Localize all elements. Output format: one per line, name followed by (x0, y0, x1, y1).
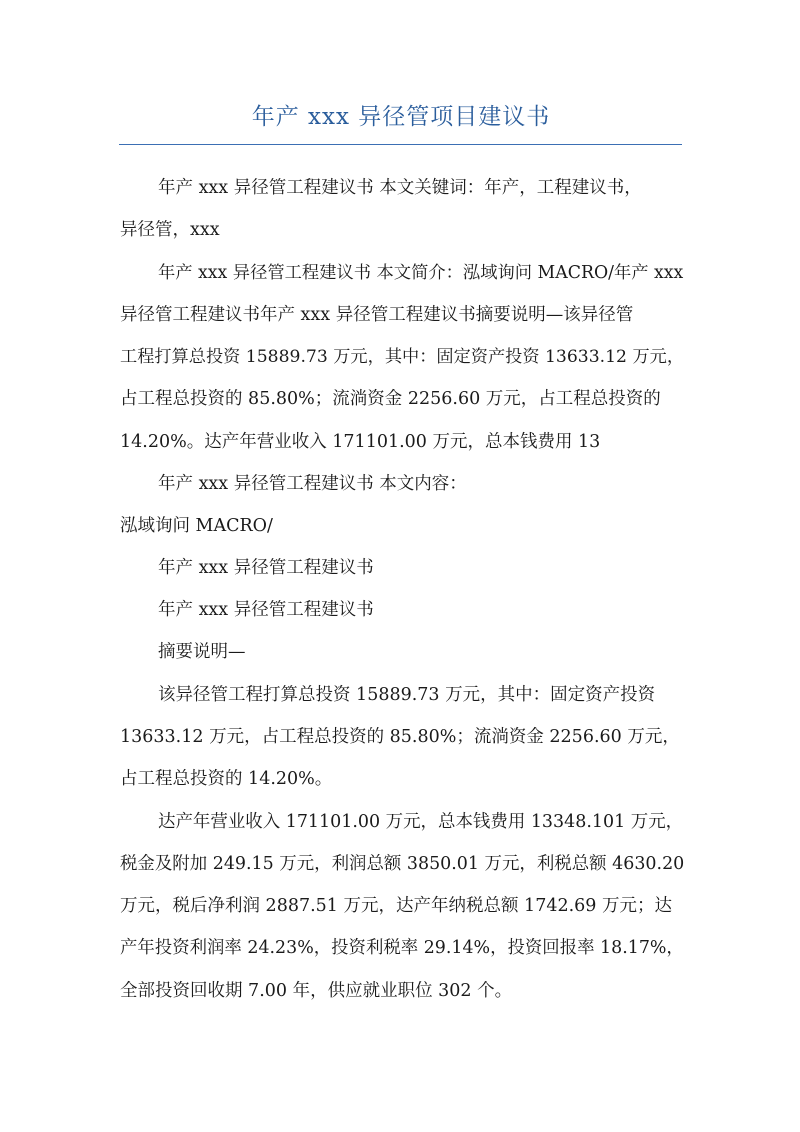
keywords-line-1: 年产 xxx 异径管工程建议书 本文关键词：年产，工程建议书， (158, 178, 642, 198)
subtitle-line-2: 年产 xxx 异径管工程建议书 (158, 600, 374, 620)
intro-line-1: 年产 xxx 异径管工程建议书 本文简介：泓域询问 MACRO/年产 xxx (158, 263, 684, 283)
intro-line-2: 异径管工程建议书年产 xxx 异径管工程建议书摘要说明—该异径管 (120, 305, 634, 325)
content-heading: 年产 xxx 异径管工程建议书 本文内容： (158, 474, 467, 494)
abstract-line-1: 该异径管工程打算总投资 15889.73 万元，其中：固定资产投资 (158, 685, 656, 705)
abstract-line-3: 占工程总投资的 14.20%。 (120, 769, 333, 789)
abstract-heading: 摘要说明— (158, 642, 246, 662)
keywords-line-2: 异径管，xxx (120, 220, 220, 240)
financial-line-5: 全部投资回收期 7.00 年，供应就业职位 302 个。 (120, 981, 513, 1001)
financial-line-4: 产年投资利润率 24.23%，投资利税率 29.14%，投资回报率 18.17%， (120, 938, 684, 958)
intro-line-3: 工程打算总投资 15889.73 万元，其中：固定资产投资 13633.12 万元， (120, 347, 685, 367)
intro-line-5: 14.20%。达产年营业收入 171101.00 万元，总本钱费用 13 (120, 432, 601, 452)
document-title: 年产 xxx 异径管项目建议书 (251, 104, 551, 130)
financial-line-3: 万元，税后净利润 2887.51 万元，达产年纳税总额 1742.69 万元；达 (120, 896, 672, 916)
abstract-line-2: 13633.12 万元，占工程总投资的 85.80%；流淌资金 2256.60 万元， (120, 727, 680, 747)
financial-line-2: 税金及附加 249.15 万元，利润总额 3850.01 万元，利税总额 4630.20 (120, 854, 685, 874)
intro-line-4: 占工程总投资的 85.80%；流淌资金 2256.60 万元，占工程总投资的 (120, 389, 661, 409)
subtitle-line-1: 年产 xxx 异径管工程建议书 (158, 558, 374, 578)
source-line: 泓域询问 MACRO/ (120, 516, 273, 536)
financial-line-1: 达产年营业收入 171101.00 万元，总本钱费用 13348.101 万元， (158, 812, 684, 832)
title-underline (119, 144, 682, 145)
